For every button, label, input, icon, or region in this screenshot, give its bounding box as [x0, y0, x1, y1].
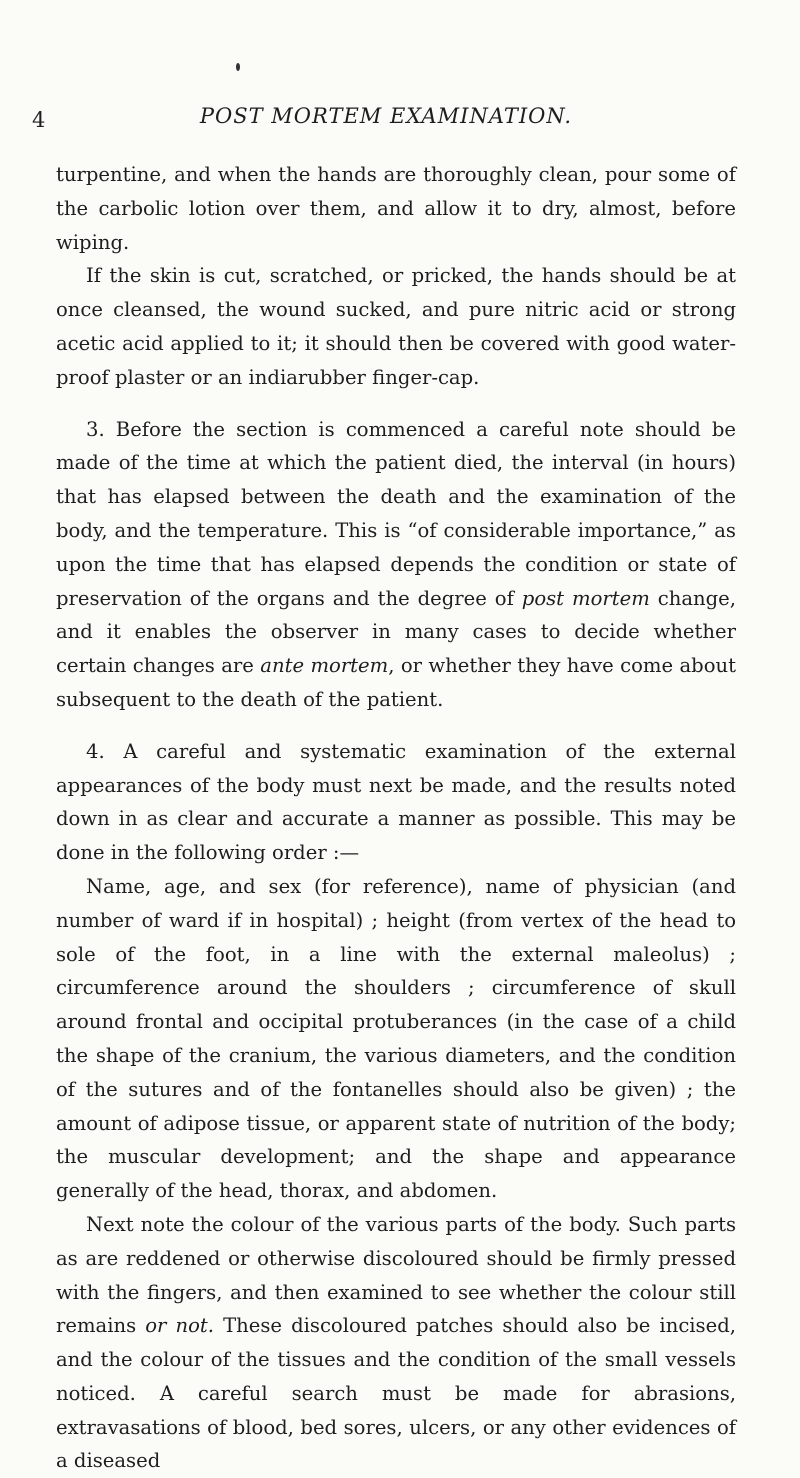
italic-term: post mortem	[521, 586, 650, 610]
text-run: change, and it enables the observer in many cases to decide whether certain changes are	[56, 586, 736, 678]
paragraph-section-4: 4. A careful and systematic examination of the external appearances of the body must next be made, and the results noted down in as clear and accurate a manner as possible. This may be done in the following order :—	[56, 739, 736, 865]
paragraph-measurements: Name, age, and sex (for reference), name of physician (and number of ward if in hospital) ; height (from vertex of the head to sole of the foot, in a line with the external maleolus) ; circumference around the shoulders ; circumference of skull around frontal and occipital protuberances (in the case of a child the shape of the cranium, the various diameters, and the condition of the sutures and of the fontanelles should also be given) ; the amount of adipose tissue, or apparent state of nutrition of the body; the muscular development; and the shape and appearance generally of the head, thorax, and abdomen.	[56, 874, 736, 1203]
text-run: , or whether they have come about subsequent to the death of the patient.	[56, 654, 736, 711]
paragraph-skin-cut: If the skin is cut, scratched, or pricked, the hands should be at once cleansed, the wound sucked, and pure nitric acid or strong acetic acid applied to it; it should then be covered with good water-proof plaster or an indiarubber finger-cap.	[56, 264, 736, 389]
italic-term: ante mortem	[260, 654, 389, 678]
page-number: 4	[32, 108, 46, 132]
italic-term: or not.	[145, 1314, 214, 1338]
paragraph-colour	[56, 1208, 736, 1478]
paragraph-section-3	[56, 413, 736, 717]
page-header	[26, 78, 746, 132]
running-title: POST MORTEM EXAMINATION.	[199, 104, 573, 128]
text-run: Next note the colour of the various parts of the body. Such parts as are reddened or otherwise discoloured should be firmly pressed with the fingers, and then examined to see whether the colour still remains	[56, 1212, 736, 1338]
text-run: These discoloured patches should also be incised, and the colour of the tissues and the condition of the small vessels noticed. A careful search must be made for abrasions, extravasations of blood, bed sores, ulcers, or any other evidences of a diseased	[56, 1314, 736, 1473]
print-speck	[236, 63, 240, 71]
text-run: 3. Before the section is commenced a careful note should be made of the time at which the patient died, the interval (in hours) that has elapsed between the death and the examination of the body, and the temperature. This is “of considerable importance,” as upon the time that has elapsed depends the condition or state of preservation of the organs and the degree of	[56, 417, 736, 610]
body-text	[56, 158, 736, 1478]
paragraph-continuation: turpentine, and when the hands are thoroughly clean, pour some of the carbolic lotion over them, and allow it to dry, almost, before wiping.	[56, 163, 736, 254]
